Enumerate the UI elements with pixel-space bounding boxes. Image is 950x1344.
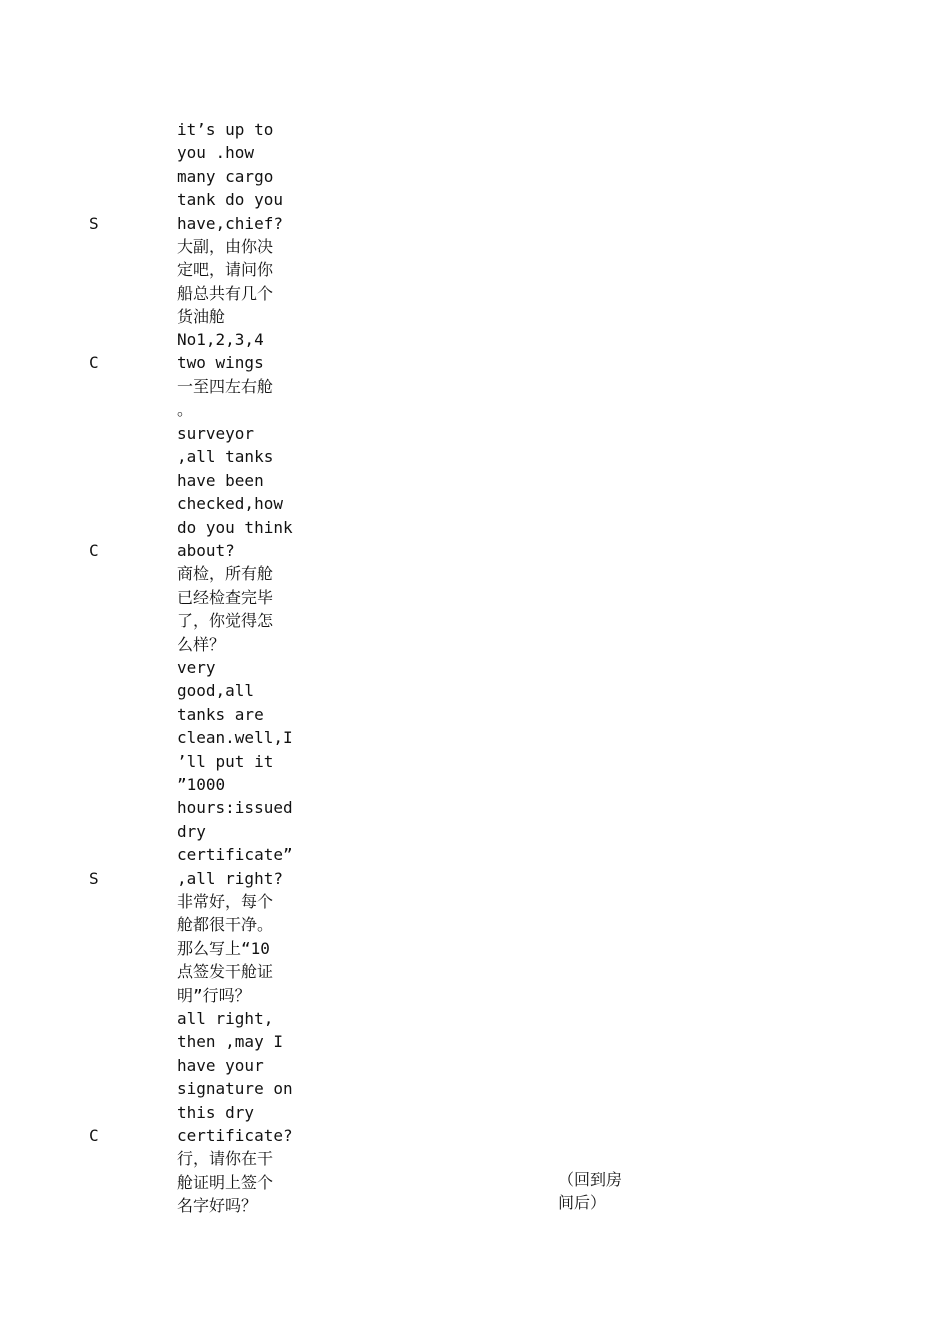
speaker-label: S	[89, 868, 99, 888]
stage-direction-note: （回到房 间后）	[558, 1170, 623, 1213]
speaker-label: S	[89, 213, 99, 233]
dialogue-text: all right, then ,may I have your signature on this dry certificate? 行，请你在干 舱证明上签个 名字好吗？	[177, 1009, 293, 1216]
dialogue-text: very good,all tanks are clean.well,I ’ll put it ”1000 hours:issued dry certificate” ,all right? 非常好，每个 舱都很干净。 那么写上“10 点签发干舱证 明”行吗？	[177, 658, 293, 1005]
speaker-label: C	[89, 353, 99, 373]
speaker-label: C	[89, 1126, 99, 1145]
speaker-label: C	[89, 541, 99, 560]
dialogue-text: No1,2,3,4 two wings 一至四左右舱 。	[177, 330, 274, 420]
dialogue-text: surveyor ,all tanks have been checked,how do you think about? 商检，所有舱 已经检查完毕 了，你觉得怎 么样？	[177, 424, 293, 654]
dialogue-text: it’s up to you .how many cargo tank do you have,chief? 大副，由你决 定吧，请问你 船总共有几个 货油舱	[177, 120, 283, 327]
